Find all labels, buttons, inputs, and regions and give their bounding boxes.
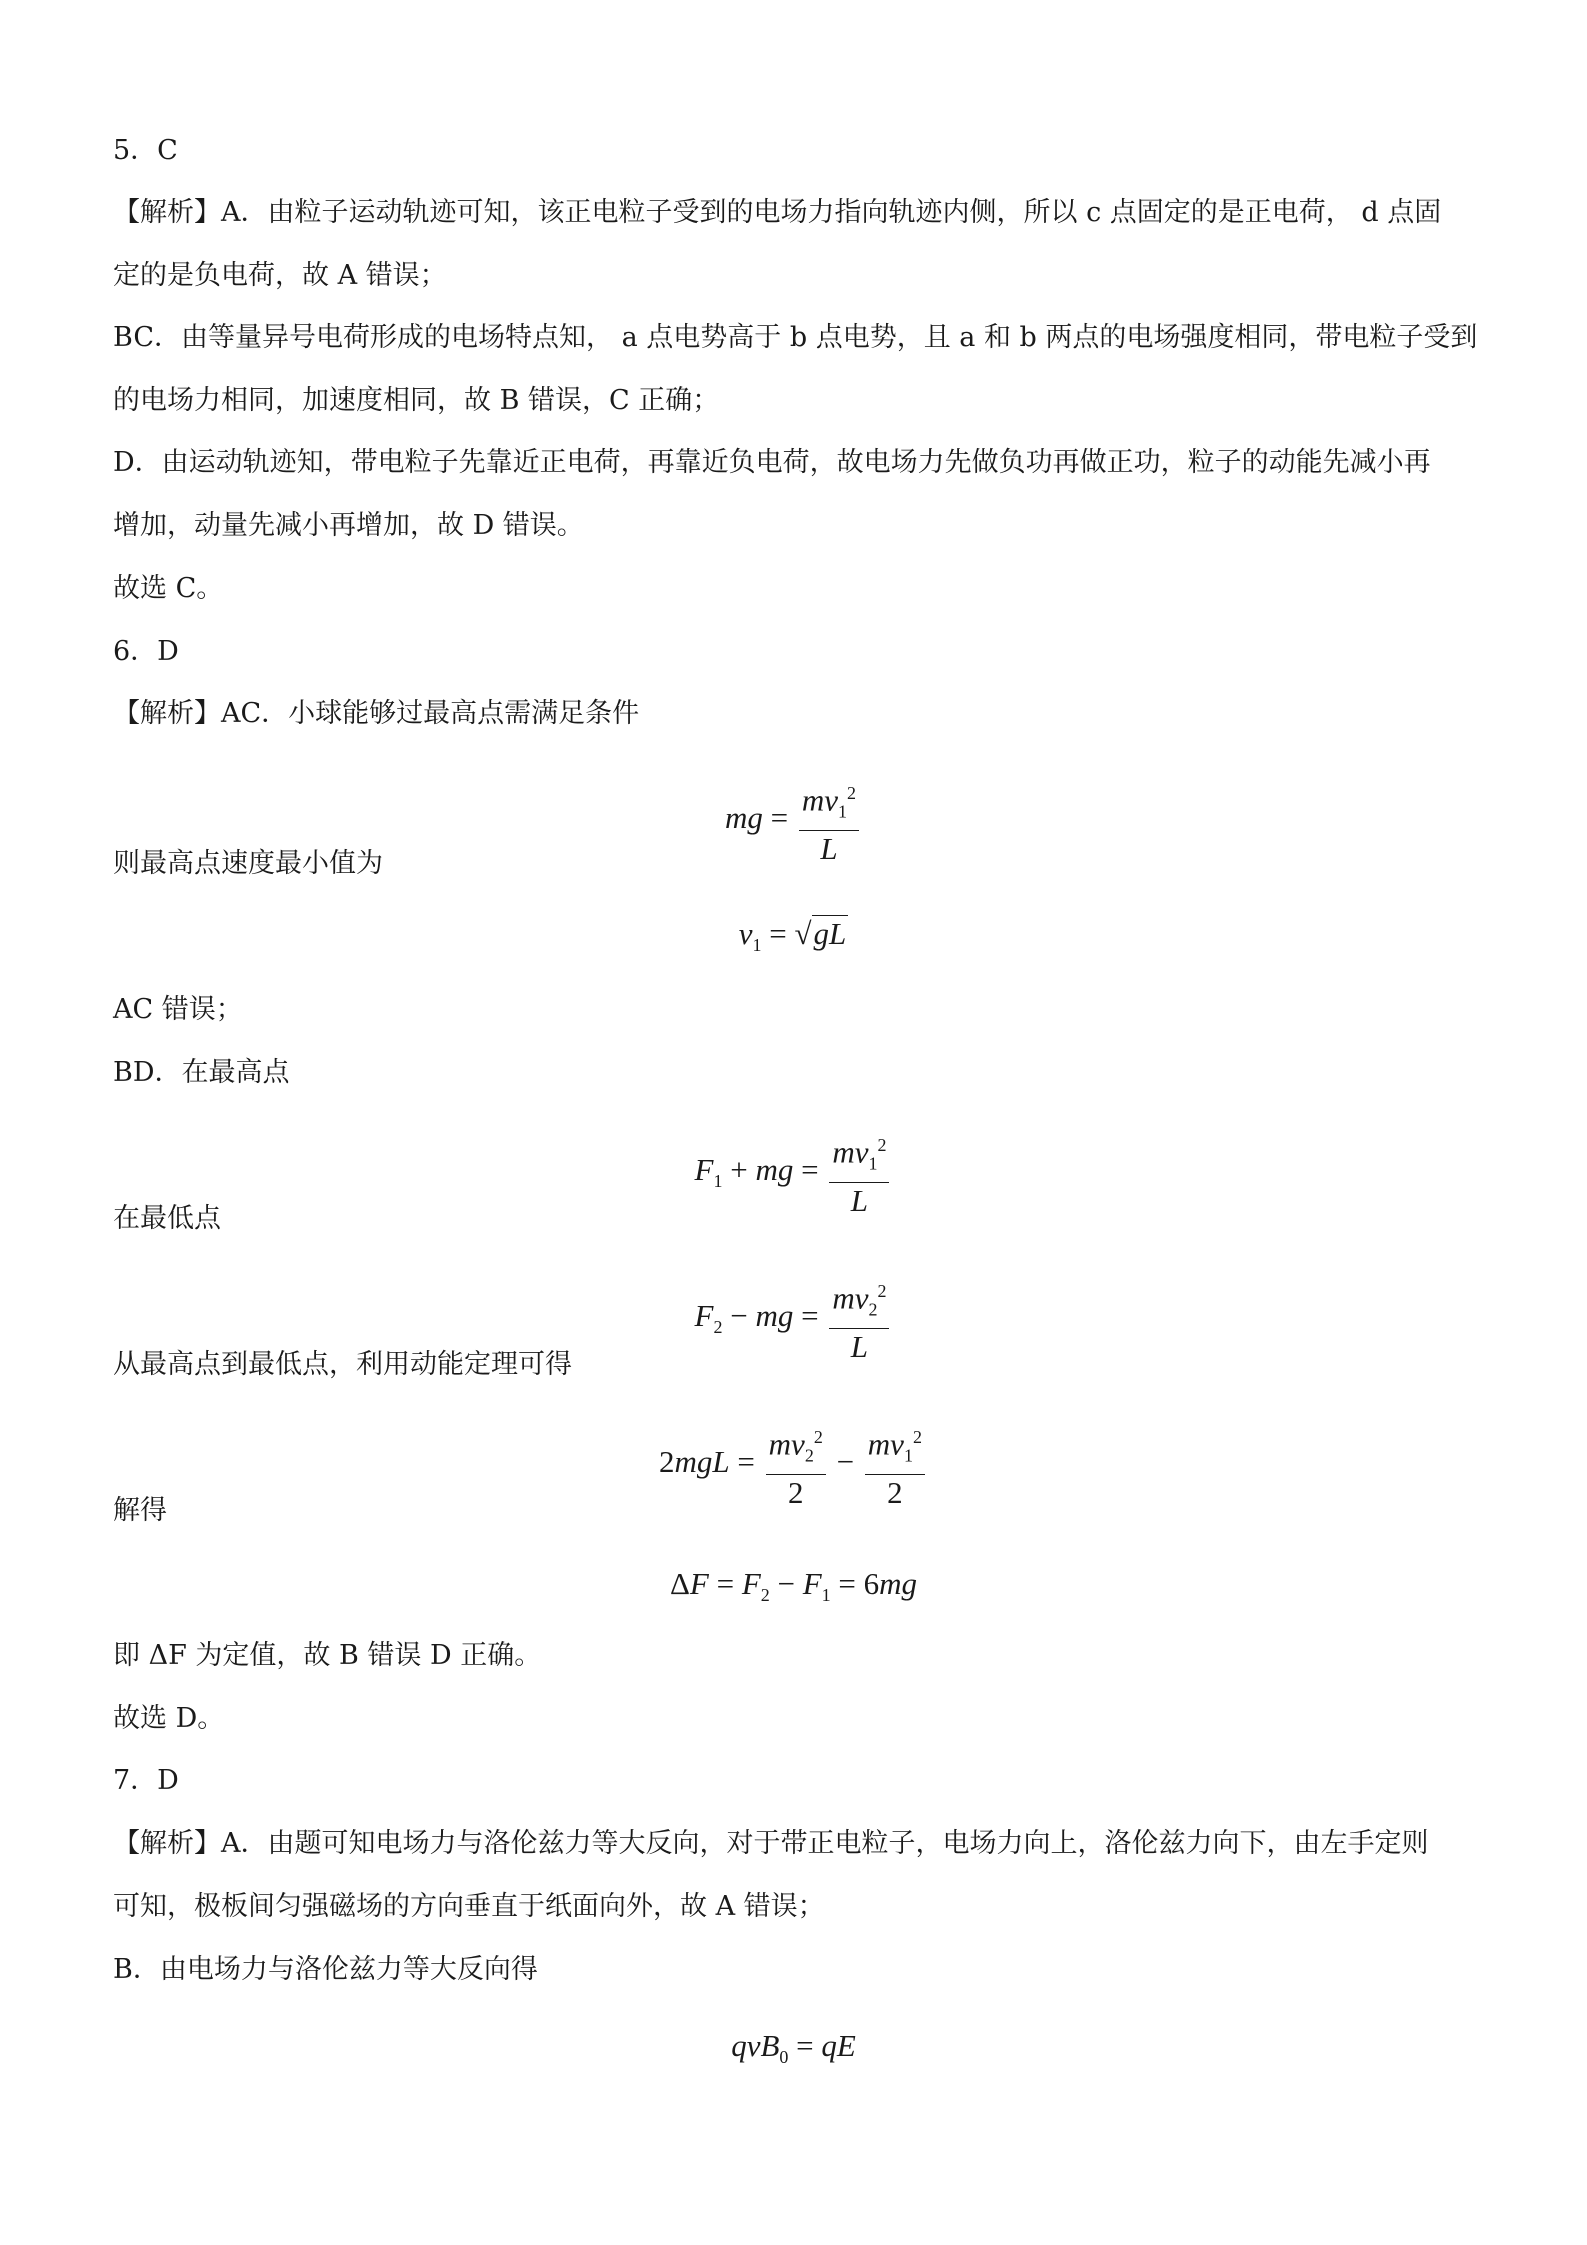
- q6-choice: 故选 D。: [113, 1703, 225, 1734]
- q6-bd-top: BD．在最高点: [113, 1057, 290, 1088]
- equation-v1-min: $v_1 = √gL$: [738, 916, 847, 956]
- q6-analysis-line-1: 【解析】AC．小球能够过最高点需满足条件: [113, 698, 640, 729]
- q5-analysis-line-2: 定的是负电荷，故 A 错误；: [113, 260, 447, 291]
- q6-solve: 解得: [113, 1495, 167, 1526]
- q5-analysis-line-3: BC．由等量异号电荷形成的电场特点知， a 点电势高于 b 点电势，且 a 和 b 两点的电场强度相同，带电粒子受到: [113, 322, 1478, 353]
- q7-analysis-line-3: B．由电场力与洛伦兹力等大反向得: [113, 1954, 538, 1985]
- q7-analysis-line-1: 【解析】A．由题可知电场力与洛伦兹力等大反向，对于带正电粒子，电场力向上，洛伦兹力向下，由左手定则: [113, 1828, 1429, 1859]
- equation-qvb0: qvB$_0$ = qE: [731, 2028, 856, 2068]
- q6-ac-wrong: AC 错误；: [113, 994, 243, 1025]
- q6-bottom-point: 在最低点: [113, 1203, 221, 1234]
- equation-delta-f: $\Delta F = F_2 - F_1 = 6mg$: [669, 1566, 918, 1606]
- equation-top-force: $F_1$ + mg = $\frac{mv_1^2}{L}$: [0, 1127, 1587, 1219]
- question-6-answer: 6．D: [113, 636, 179, 667]
- equation-mg-centripetal: mg = $\frac{mv_1^2}{L}$: [0, 775, 1587, 867]
- question-5-answer: 5．C: [113, 135, 178, 166]
- equation-energy: 2mgL = $\frac{mv_2^2}{2}$ − $\frac{mv_1^2}{2}$: [0, 1419, 1587, 1511]
- equation-bottom-force: $F_2$ − mg = $\frac{mv_2^2}{L}$: [0, 1273, 1587, 1365]
- q5-analysis-line-1: 【解析】A．由粒子运动轨迹可知，该正电粒子受到的电场力指向轨迹内侧，所以 c 点固定的是正电荷， d 点固: [113, 197, 1442, 228]
- q5-analysis-line-4: 的电场力相同，加速度相同，故 B 错误，C 正确；: [113, 385, 720, 416]
- q5-analysis-line-6: 增加，动量先减小再增加，故 D 错误。: [113, 510, 584, 541]
- q7-analysis-line-2: 可知，极板间匀强磁场的方向垂直于纸面向外，故 A 错误；: [113, 1891, 825, 1922]
- question-7-answer: 7．D: [113, 1765, 179, 1796]
- q6-analysis-line-2: 则最高点速度最小值为: [113, 848, 383, 879]
- q6-energy-theorem: 从最高点到最低点，利用动能定理可得: [113, 1349, 572, 1380]
- q6-conclusion: 即 ΔF 为定值，故 B 错误 D 正确。: [113, 1640, 542, 1671]
- q5-analysis-line-5: D．由运动轨迹知，带电粒子先靠近正电荷，再靠近负电荷，故电场力先做负功再做正功，粒子的动能先减小再: [113, 447, 1431, 478]
- q5-choice: 故选 C。: [113, 573, 224, 604]
